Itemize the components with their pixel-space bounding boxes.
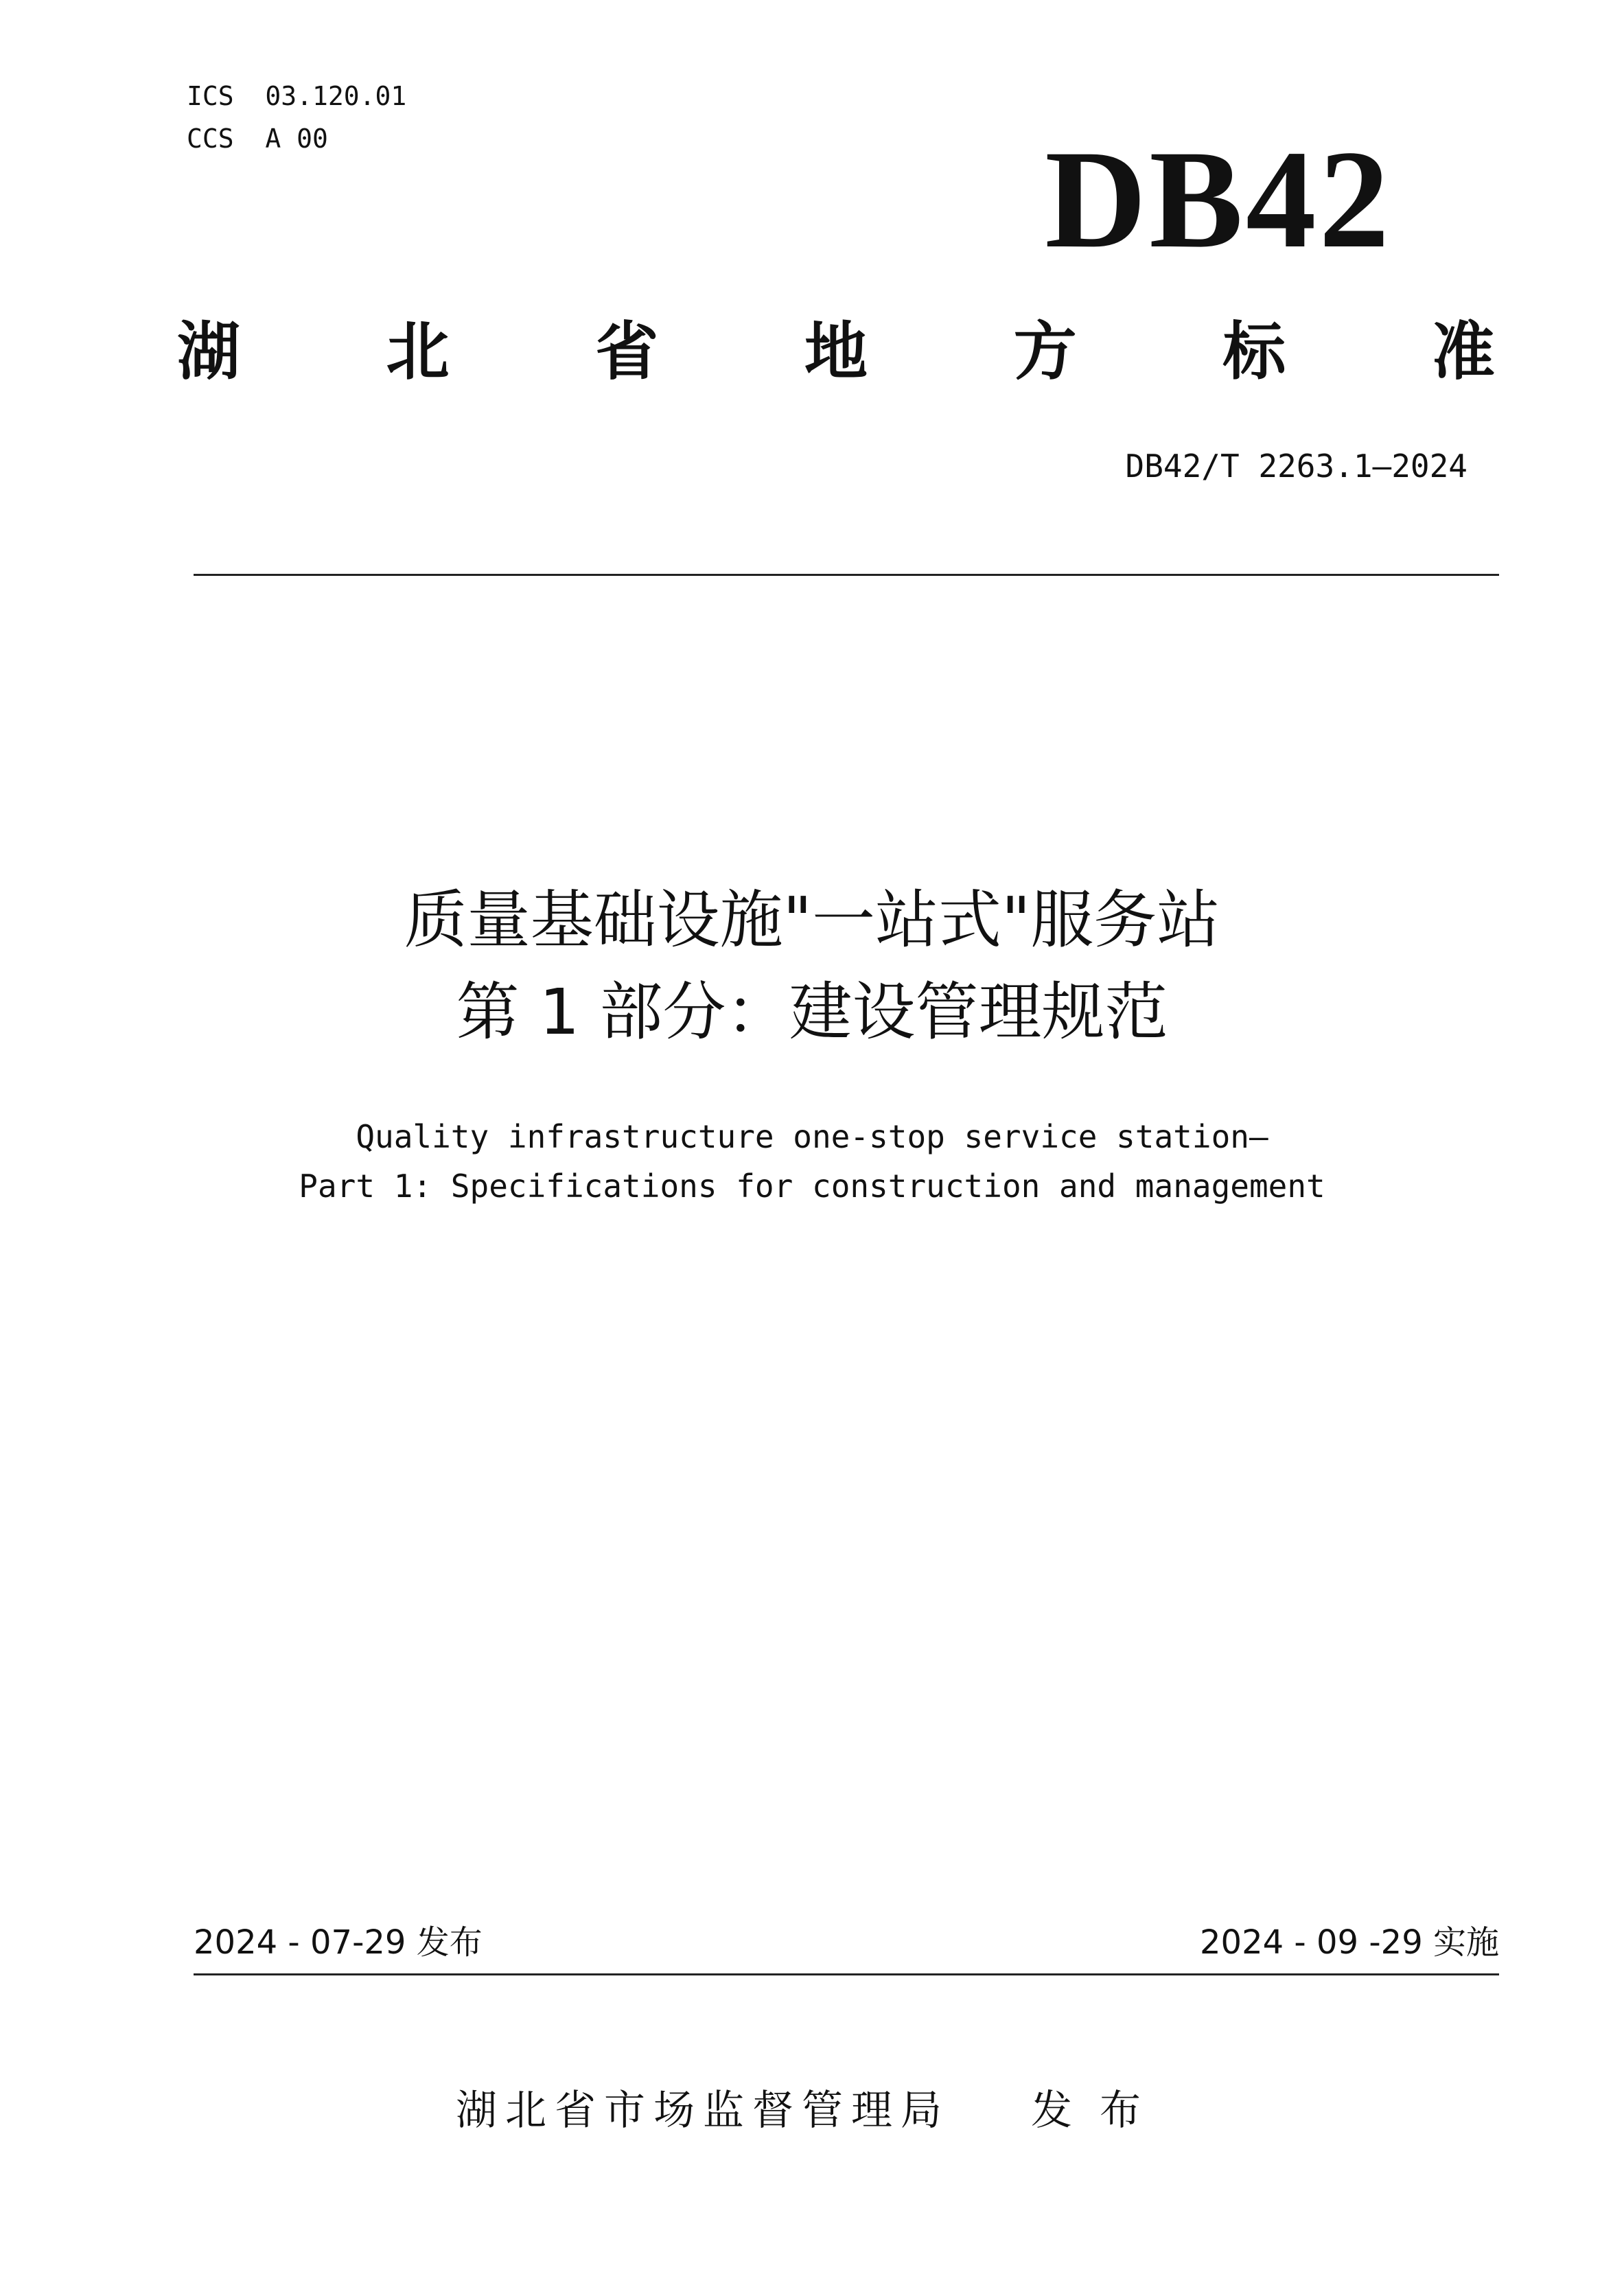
standard-type-heading	[177, 314, 1495, 390]
standard-type-char: 方	[1013, 315, 1077, 389]
standard-type-char: 标	[1222, 315, 1286, 389]
issue-label: 发布	[1031, 2087, 1168, 2135]
standard-number: DB42/T 2263.1—2024	[1125, 448, 1468, 485]
issuer-row	[0, 2085, 1624, 2136]
db42-logo: DB42	[1045, 121, 1392, 277]
issuing-authority: 湖北省市场监督管理局	[456, 2087, 950, 2135]
implementation-date: 2024 - 09 -29 实施	[1200, 1923, 1499, 1962]
title-en-line-2: Part 1: Specifications for construction and management	[299, 1168, 1325, 1205]
issue-date: 2024 - 07-29 发布	[194, 1923, 483, 1962]
title-en-line-1: Quality infrastructure one-stop service station—	[356, 1118, 1268, 1155]
standard-type-char: 准	[1431, 315, 1495, 389]
bottom-divider	[194, 1973, 1499, 1975]
standard-type-char: 省	[595, 315, 659, 389]
title-cn-line-2: 第 1 部分：建设管理规范	[456, 975, 1168, 1049]
standard-type-char: 地	[804, 315, 868, 389]
ccs-code: CCS A 00	[187, 124, 328, 154]
standard-type-char: 湖	[177, 315, 241, 389]
title-cn-line-1: 质量基础设施"一站式"服务站	[404, 883, 1220, 957]
standard-type-char: 北	[386, 315, 450, 389]
top-divider	[194, 574, 1499, 576]
ics-code: ICS 03.120.01	[187, 81, 407, 111]
